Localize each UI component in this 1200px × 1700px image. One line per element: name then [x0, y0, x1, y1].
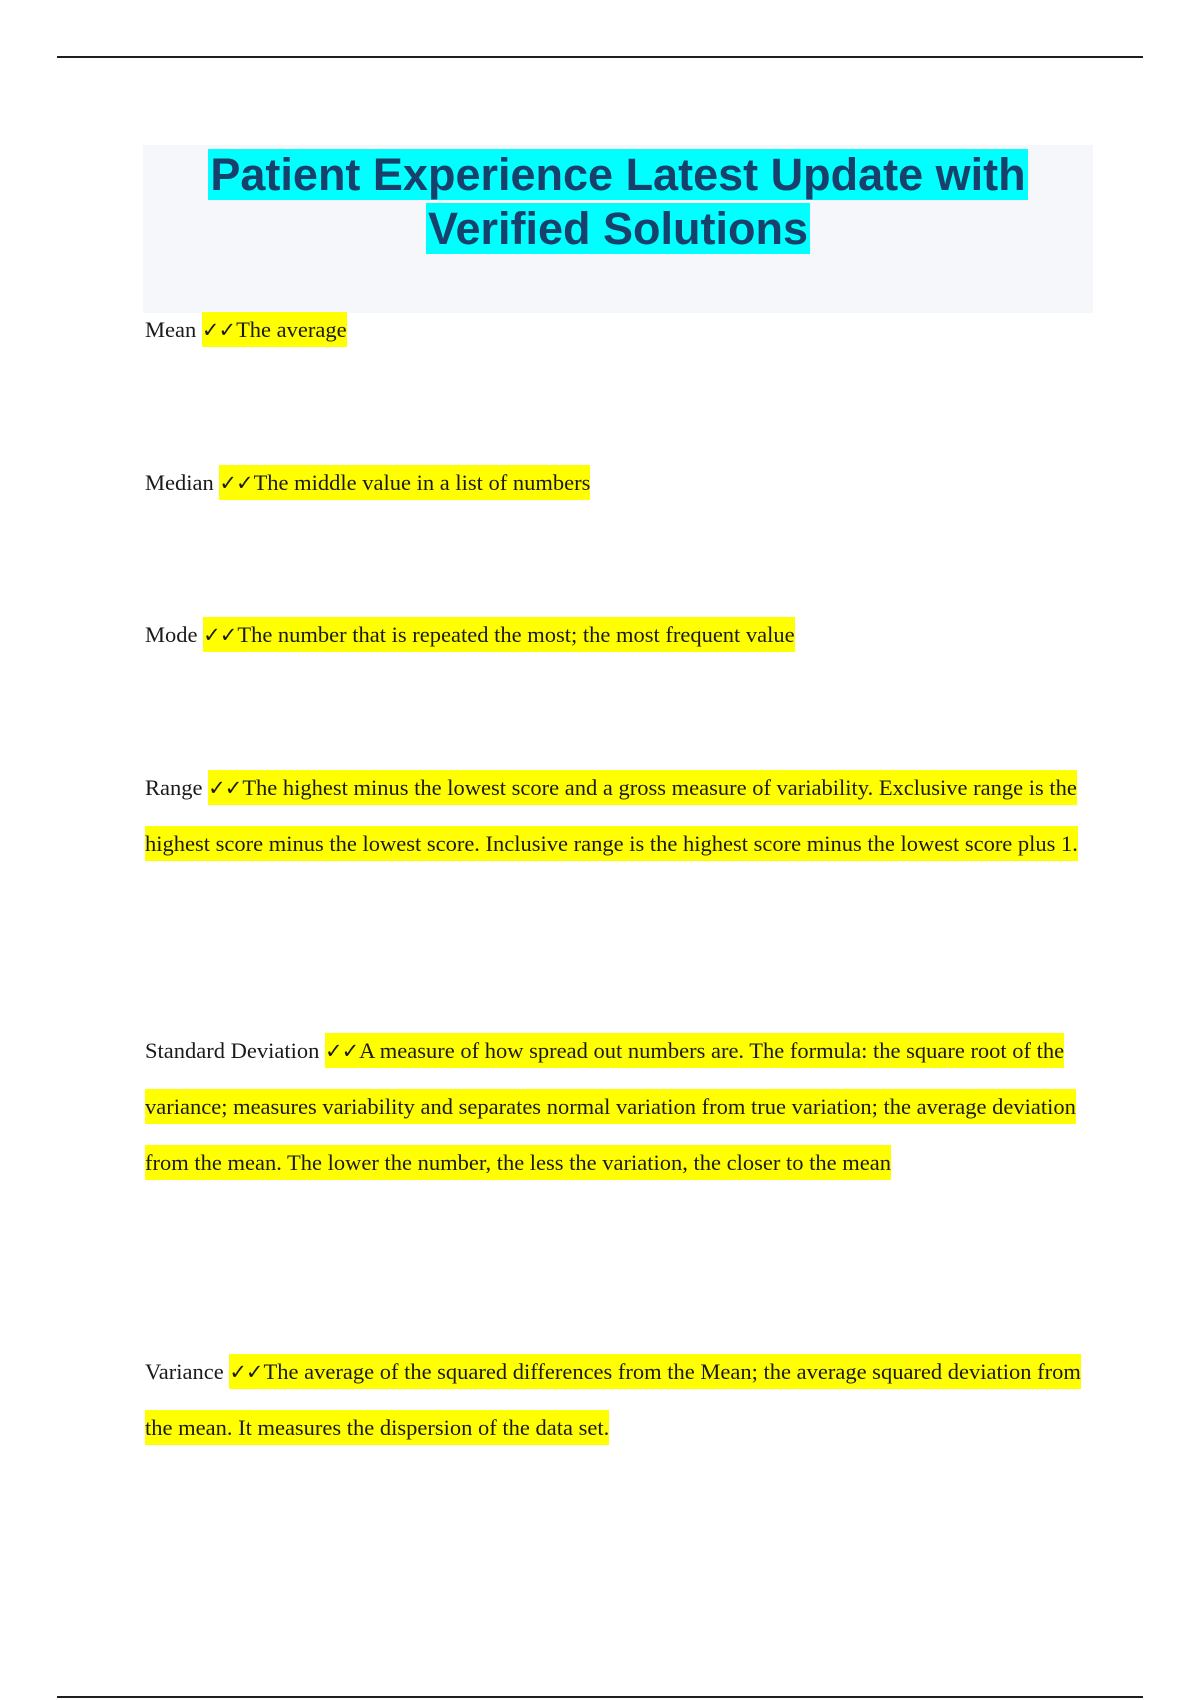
entry-definition — [145, 770, 1078, 861]
entry-definition — [203, 617, 795, 652]
entry-definition — [145, 1354, 1081, 1445]
glossary-entry-range — [145, 760, 1085, 872]
entry-definition — [202, 312, 347, 347]
glossary-entry-variance — [145, 1344, 1085, 1456]
top-rule — [57, 56, 1143, 58]
title-block — [143, 145, 1093, 313]
entry-term: Mode — [145, 622, 198, 647]
entry-definition-text: The average — [236, 317, 347, 342]
double-check-icon: ✓✓ — [219, 471, 253, 495]
entry-term: Range — [145, 775, 203, 800]
double-check-icon: ✓✓ — [203, 623, 237, 647]
double-check-icon: ✓✓ — [229, 1360, 263, 1384]
page-title — [143, 145, 1093, 256]
glossary-entry-mean — [145, 302, 1085, 358]
glossary-entry-standard-deviation — [145, 1023, 1085, 1191]
entry-definition-text: The number that is repeated the most; the most frequent value — [237, 622, 795, 647]
glossary-entry-mode — [145, 607, 1085, 663]
entry-definition-text: The average of the squared differences from the Mean; the average squared deviation from the mean. It measures the dispersion of the data set. — [145, 1359, 1081, 1440]
page-title-text: Patient Experience Latest Update with Verified Solutions — [210, 149, 1026, 254]
entry-term: Mean — [145, 317, 197, 342]
entry-definition-text: The middle value in a list of numbers — [253, 470, 591, 495]
entry-term: Standard Deviation — [145, 1038, 320, 1063]
double-check-icon: ✓✓ — [201, 318, 236, 342]
double-check-icon: ✓✓ — [324, 1039, 359, 1063]
entry-definition-text: A measure of how spread out numbers are. The formula: the square root of the variance; measures variability and separates normal variation from true variation; the average deviation from the mean. The lower the number, the less the variation, the closer to the mean — [145, 1038, 1076, 1175]
bottom-rule — [57, 1696, 1143, 1698]
glossary-entry-median — [145, 455, 1085, 511]
double-check-icon: ✓✓ — [208, 776, 242, 800]
entry-definition-text: The highest minus the lowest score and a gross measure of variability. Exclusive range is the highest score minus the lowest score. Inclusive range is the highest score minus the lowest score plus 1. — [145, 775, 1078, 856]
entry-term: Variance — [145, 1359, 224, 1384]
entry-term: Median — [145, 470, 214, 495]
entry-definition — [219, 465, 590, 500]
